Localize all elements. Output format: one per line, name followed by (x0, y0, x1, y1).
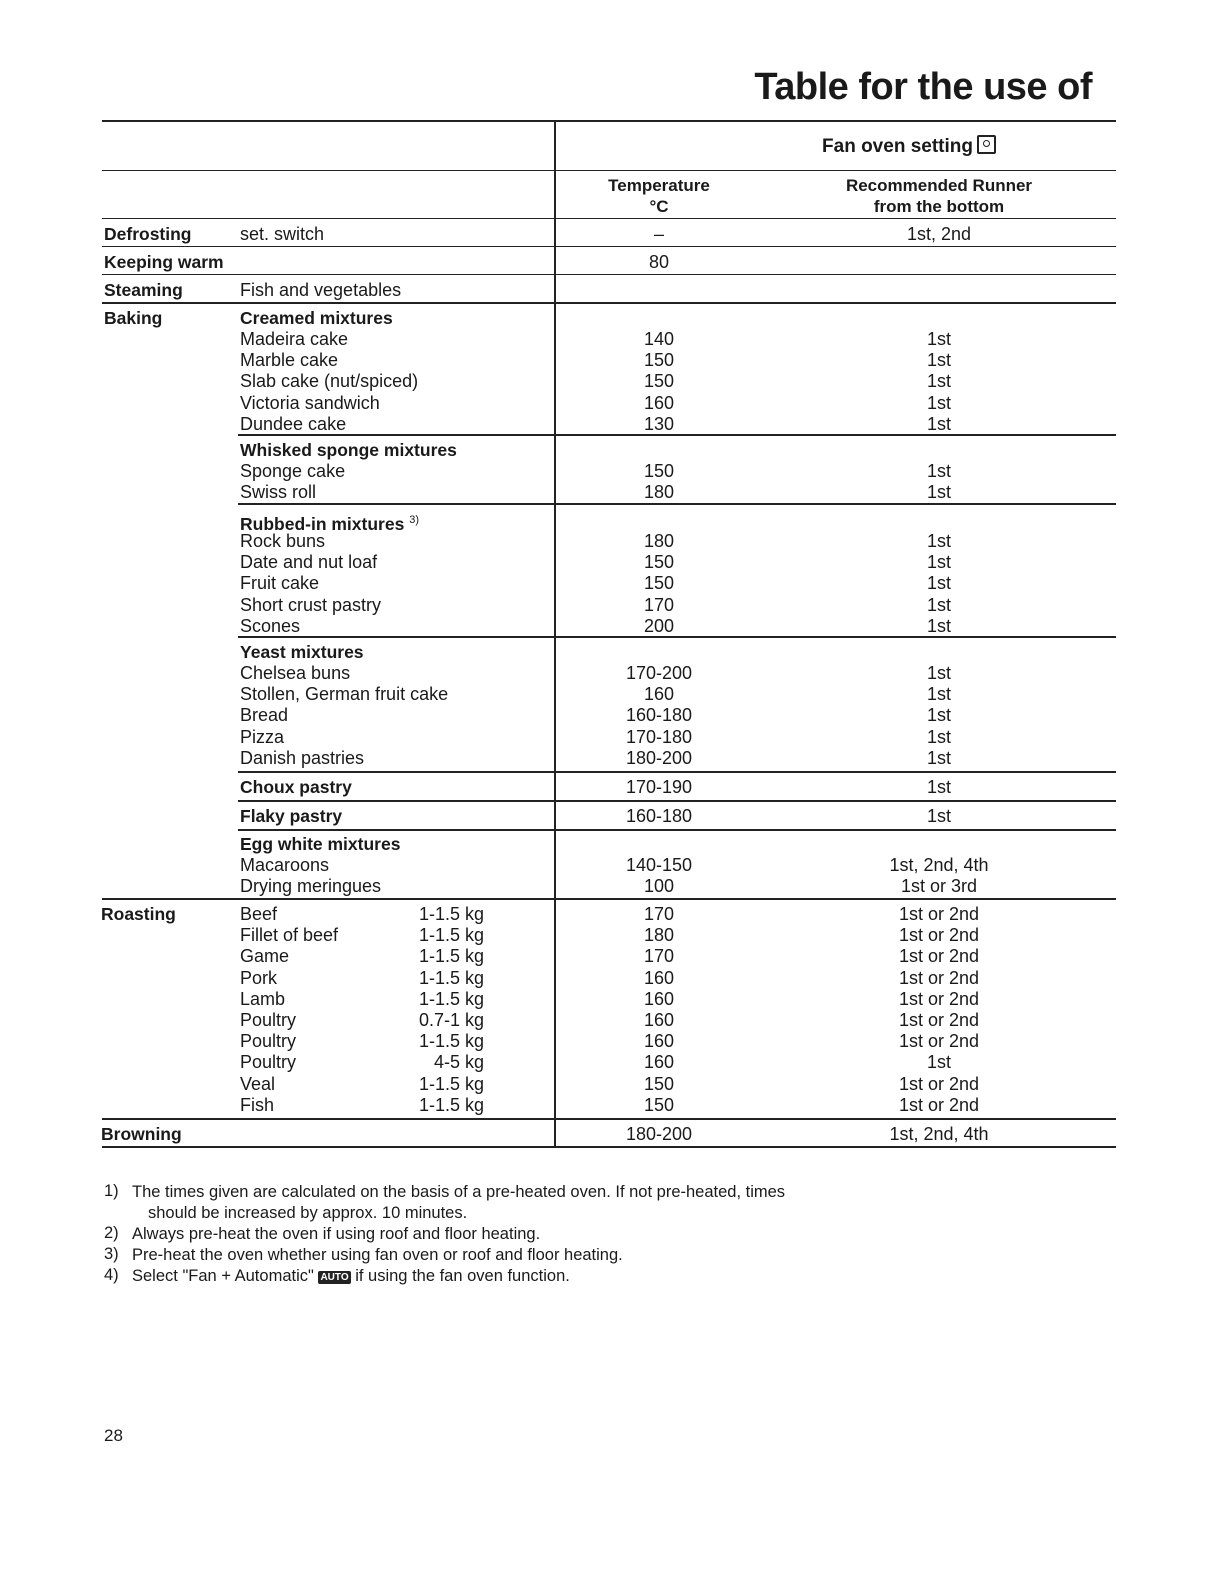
item-runner: 1st (926, 413, 951, 434)
item-name: Madeira cake (240, 329, 349, 349)
item-temperature: 170-180 (625, 726, 693, 747)
item-temperature: 160-180 (625, 705, 693, 726)
item-weight: 1-1.5 kg (418, 1031, 484, 1052)
item-temperature: 170-200 (625, 663, 693, 683)
item-weight: 1-1.5 kg (418, 925, 484, 946)
item-temperature: 150 (643, 573, 675, 594)
item-temperature: 130 (643, 413, 675, 434)
creamed-heading: Creamed mixtures (240, 308, 393, 328)
item-temperature: 160 (643, 967, 675, 988)
group-header-rule (556, 170, 1116, 171)
item-name: Rock buns (240, 531, 326, 551)
item-runner: 1st (926, 684, 951, 705)
item-temperature: 150 (643, 552, 675, 573)
category-browning: Browning (101, 1124, 182, 1144)
item-weight: 4-5 kg (433, 1052, 484, 1073)
footnote-number: 1) (104, 1182, 119, 1200)
item-weight: 1-1.5 kg (418, 946, 484, 967)
keeping-warm-temp: 80 (648, 252, 670, 272)
item-temperature: 140 (643, 329, 675, 349)
item-temperature: 160 (643, 1052, 675, 1073)
flaky-runner: 1st (926, 806, 951, 826)
choux-runner: 1st (926, 777, 951, 797)
row-rule (102, 246, 1116, 247)
item-weight: 1-1.5 kg (418, 988, 484, 1009)
footnote-text: Always pre-heat the oven if using roof and floor heating. (132, 1225, 541, 1243)
fan-oven-icon (977, 135, 996, 154)
left-header-rule (102, 170, 554, 171)
item-name: Drying meringues (240, 876, 382, 897)
item-temperature: 160 (643, 988, 675, 1009)
row-rule (102, 1118, 1116, 1120)
item-name: Veal (240, 1073, 276, 1094)
item-name: Danish pastries (240, 747, 365, 768)
item-name: Fruit cake (240, 573, 320, 594)
row-rule (238, 800, 1116, 802)
item-name: Lamb (240, 988, 286, 1009)
item-name: Scones (240, 615, 301, 636)
item-temperature: 150 (643, 350, 675, 371)
item-runner: 1st or 2nd (898, 1094, 980, 1115)
item-runner: 1st or 2nd (898, 967, 980, 988)
item-runner: 1st (926, 552, 951, 573)
table-top-rule (102, 120, 1116, 122)
category-steaming: Steaming (104, 280, 183, 300)
item-runner: 1st (926, 594, 951, 615)
item-name: Fish (240, 1094, 275, 1115)
item-runner: 1st or 2nd (898, 946, 980, 967)
item-name: Marble cake (240, 350, 339, 371)
flaky-temp: 160-180 (625, 806, 693, 826)
item-name: Poultry (240, 1031, 297, 1052)
item-name: Poultry (240, 1010, 297, 1030)
item-runner: 1st (926, 663, 951, 683)
steaming-item: Fish and vegetables (240, 280, 402, 300)
item-runner: 1st (926, 531, 951, 551)
footnote-text: Pre-heat the oven whether using fan oven or roof and floor heating. (132, 1246, 623, 1264)
item-temperature: 150 (643, 1073, 675, 1094)
item-runner: 1st or 3rd (900, 876, 978, 897)
category-roasting: Roasting (101, 904, 176, 924)
table-bottom-rule (102, 1146, 1116, 1148)
item-temperature: 170 (643, 904, 675, 924)
row-rule (238, 829, 1116, 831)
item-name: Victoria sandwich (240, 392, 380, 413)
item-runner: 1st (926, 329, 951, 349)
category-baking: Baking (104, 308, 163, 328)
defrosting-temp: – (653, 224, 664, 244)
footnote-number: 2) (104, 1224, 119, 1242)
item-weight: 1-1.5 kg (418, 1073, 484, 1094)
item-temperature: 160 (643, 1010, 675, 1030)
item-name: Date and nut loaf (240, 552, 378, 573)
defrosting-runner: 1st, 2nd (906, 224, 972, 244)
item-name: Fillet of beef (240, 925, 339, 946)
item-runner: 1st or 2nd (898, 988, 980, 1009)
item-runner: 1st or 2nd (898, 1031, 980, 1052)
item-runner: 1st (926, 392, 951, 413)
page-title: Table for the use of (754, 66, 1092, 108)
row-rule (238, 771, 1116, 773)
item-weight: 1-1.5 kg (418, 1094, 484, 1115)
item-runner: 1st (926, 615, 951, 636)
item-temperature: 140-150 (625, 855, 693, 875)
item-weight: 1-1.5 kg (418, 967, 484, 988)
item-runner: 1st (926, 482, 951, 503)
item-name: Stollen, German fruit cake (240, 684, 449, 705)
flaky-heading: Flaky pastry (240, 806, 343, 826)
item-temperature: 170 (643, 594, 675, 615)
defrosting-item: set. switch (240, 224, 325, 244)
footnote-ref: 3) (409, 514, 419, 526)
item-name: Poultry (240, 1052, 297, 1073)
item-temperature: 160 (643, 392, 675, 413)
item-temperature: 160 (643, 684, 675, 705)
choux-temp: 170-190 (625, 777, 693, 797)
browning-runner: 1st, 2nd, 4th (889, 1124, 989, 1144)
yeast-heading: Yeast mixtures (240, 642, 364, 662)
item-runner: 1st (926, 371, 951, 392)
footnote-text: Select "Fan + Automatic" AUTO if using the fan oven function. (132, 1267, 570, 1285)
item-name: Swiss roll (240, 482, 317, 503)
footnote-number: 4) (104, 1266, 119, 1284)
item-runner: 1st (926, 461, 951, 481)
runner-header: Recommended Runner from the bottom (845, 176, 1033, 216)
item-weight: 1-1.5 kg (418, 904, 484, 924)
browning-temp: 180-200 (625, 1124, 693, 1144)
item-temperature: 150 (643, 461, 675, 481)
item-name: Beef (240, 904, 278, 924)
temperature-header: Temperature °C (608, 176, 710, 216)
item-temperature: 200 (643, 615, 675, 636)
item-runner: 1st (926, 350, 951, 371)
item-name: Macaroons (240, 855, 330, 875)
item-temperature: 160 (643, 1031, 675, 1052)
header-bottom-rule (102, 218, 1116, 219)
item-temperature: 170 (643, 946, 675, 967)
page-number: 28 (104, 1426, 123, 1445)
item-runner: 1st (926, 573, 951, 594)
category-defrosting: Defrosting (104, 224, 192, 244)
item-runner: 1st or 2nd (898, 1073, 980, 1094)
item-name: Pork (240, 967, 278, 988)
item-temperature: 180-200 (625, 747, 693, 768)
item-temperature: 180 (643, 531, 675, 551)
item-name: Short crust pastry (240, 594, 382, 615)
item-runner: 1st (926, 726, 951, 747)
egg-heading: Egg white mixtures (240, 834, 401, 854)
category-keeping-warm: Keeping warm (104, 252, 224, 272)
rubbed-heading: Rubbed-in mixtures $^{3)}$ (240, 513, 419, 534)
item-runner: 1st (926, 747, 951, 768)
row-rule (102, 302, 1116, 304)
item-name: Pizza (240, 726, 285, 747)
row-rule (238, 503, 1116, 505)
item-temperature: 180 (643, 925, 675, 946)
item-temperature: 180 (643, 482, 675, 503)
item-temperature: 100 (643, 876, 675, 897)
item-runner: 1st (926, 705, 951, 726)
item-runner: 1st or 2nd (898, 904, 980, 924)
footnote-text: The times given are calculated on the basis of a pre-heated oven. If not pre-heated, times should be increased by approx. 10 minutes. (132, 1183, 786, 1222)
item-name: Game (240, 946, 290, 967)
item-name: Slab cake (nut/spiced) (240, 371, 419, 392)
item-runner: 1st, 2nd, 4th (889, 855, 989, 875)
row-rule (102, 274, 1116, 275)
choux-heading: Choux pastry (240, 777, 352, 797)
fan-automatic-icon: AUTO (320, 1272, 349, 1283)
item-temperature: 150 (643, 1094, 675, 1115)
item-weight: 0.7-1 kg (418, 1010, 484, 1030)
row-rule (102, 898, 1116, 900)
group-header: Fan oven setting (556, 135, 1224, 157)
item-name: Sponge cake (240, 461, 346, 481)
item-name: Chelsea buns (240, 663, 351, 683)
item-name: Bread (240, 705, 289, 726)
item-runner: 1st (926, 1052, 951, 1073)
item-name: Dundee cake (240, 413, 347, 434)
item-runner: 1st or 2nd (898, 1010, 980, 1030)
footnote-number: 3) (104, 1245, 119, 1263)
item-temperature: 150 (643, 371, 675, 392)
whisked-heading: Whisked sponge mixtures (240, 440, 457, 460)
item-runner: 1st or 2nd (898, 925, 980, 946)
